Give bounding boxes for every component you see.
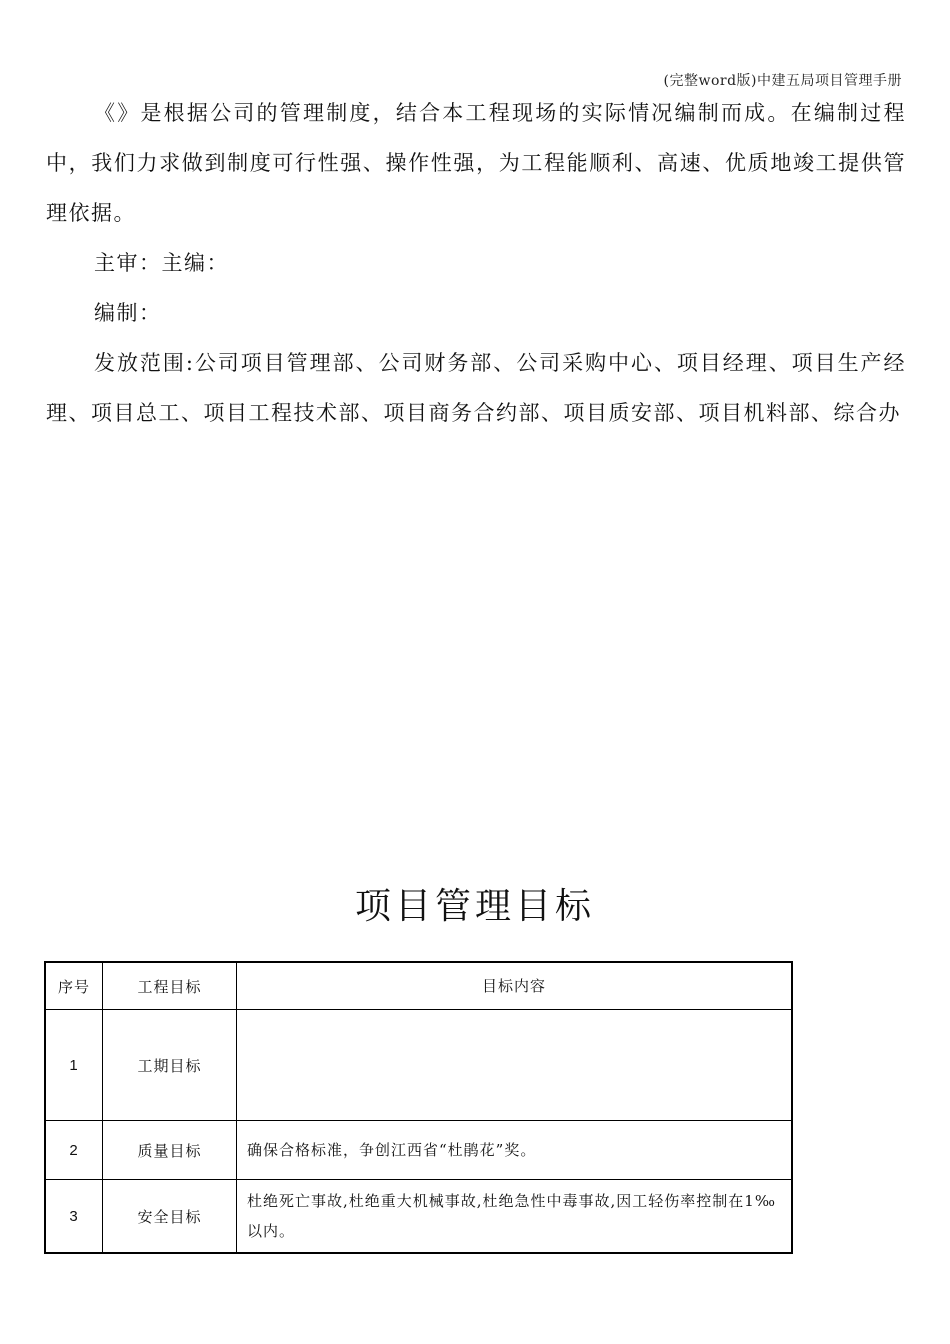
row-item: 质量目标 [103, 1121, 237, 1180]
row-content: 杜绝死亡事故,杜绝重大机械事故,杜绝急性中毒事故,因工轻伤率控制在1‰以内。 [237, 1180, 793, 1254]
table-row [45, 1180, 792, 1254]
table-row [45, 1010, 792, 1121]
table-row [45, 1121, 792, 1180]
compiler-line: 编制： [94, 301, 162, 325]
distribution-scope: 发放范围:公司项目管理部、公司财务部、公司采购中心、项目经理、项目生产经理、项目总工、项目工程技术部、项目商务合约部、项目质安部、项目机料部、综合办 [46, 351, 906, 425]
row-item: 工期目标 [103, 1010, 237, 1121]
section-title: 项目管理目标 [354, 886, 595, 927]
row-no: 1 [45, 1010, 103, 1121]
review-line: 主审：主编： [94, 251, 229, 275]
header-content: 目标内容 [237, 962, 793, 1010]
table-header-row [45, 962, 792, 1010]
header-no: 序号 [45, 962, 103, 1010]
row-content: 确保合格标准，争创江西省“杜鹃花”奖。 [237, 1121, 793, 1180]
preface-section [46, 88, 906, 438]
preface-intro: 《》是根据公司的管理制度，结合本工程现场的实际情况编制而成。在编制过程中，我们力求做到制度可行性强、操作性强，为工程能顺利、高速、优质地竣工提供管理依据。 [46, 101, 906, 225]
header-item: 工程目标 [103, 962, 237, 1010]
row-content [237, 1010, 793, 1121]
goals-table [44, 961, 793, 1254]
running-header: (完整word版)中建五局项目管理手册 [663, 73, 902, 89]
row-no: 3 [45, 1180, 103, 1254]
row-item: 安全目标 [103, 1180, 237, 1254]
row-no: 2 [45, 1121, 103, 1180]
